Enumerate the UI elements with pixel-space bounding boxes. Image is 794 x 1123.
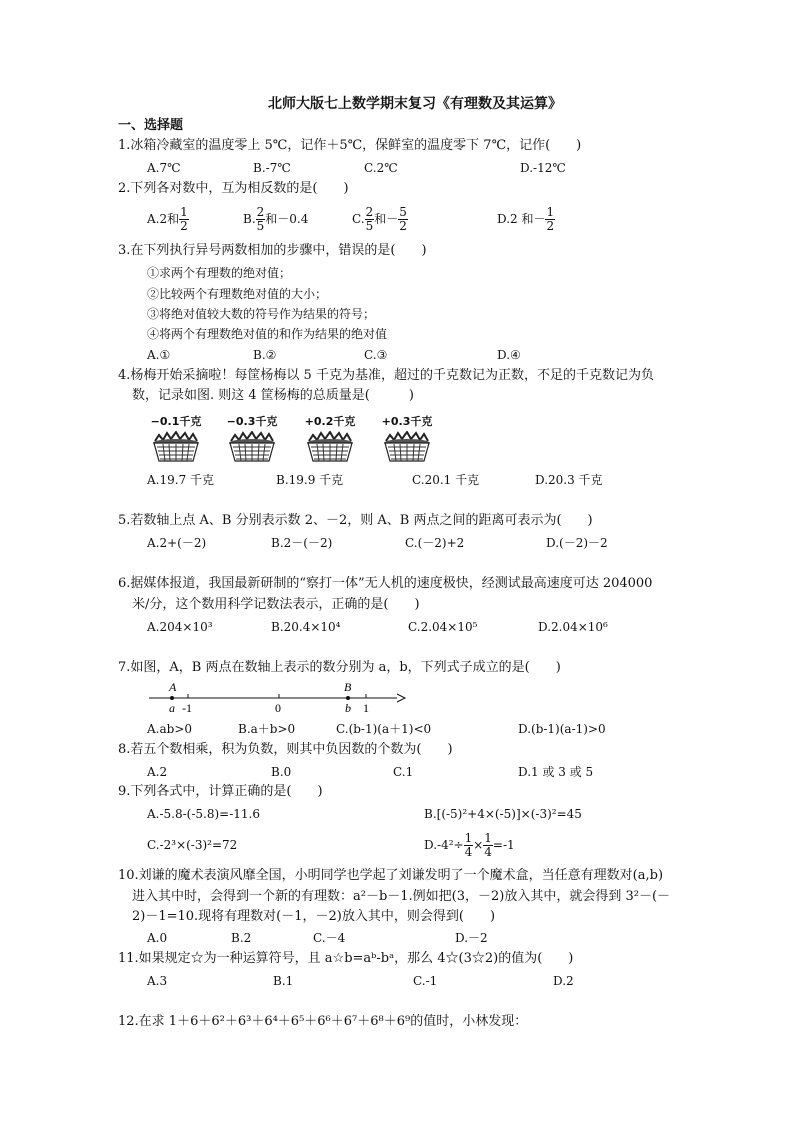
q8-option-c: C.1 xyxy=(393,765,414,779)
basket-figure-3 xyxy=(300,413,360,463)
tick-label-1: 1 xyxy=(363,701,369,715)
q2-a-text: A.2和 xyxy=(147,212,180,226)
q11-option-b: B.1 xyxy=(273,974,294,988)
basket-icon xyxy=(380,431,434,463)
basket-icon xyxy=(149,431,203,463)
question-7: 7.如图，A，B 两点在数轴上表示的数分别为 a，b，下列式子成立的是( ) xyxy=(118,660,561,675)
fraction: $\frac{2}{5}$ xyxy=(365,205,374,233)
q6-option-a: A.204×10³ xyxy=(147,620,213,634)
q7-option-c: C.(b-1)(a＋1)<0 xyxy=(336,722,432,736)
basket-label: −0.1千克 xyxy=(150,415,202,428)
q8-option-b: B.0 xyxy=(271,765,292,779)
point-b xyxy=(346,696,350,700)
question-10-line-1: 10.刘谦的魔术表演风靡全国，小明同学也学起了刘谦发明了一个魔术盒，当任意有理数对(a,b) xyxy=(118,868,664,883)
q6-option-d: D.2.04×10⁶ xyxy=(538,620,608,634)
q1-option-c: C.2℃ xyxy=(364,161,398,175)
q5-option-d: D.(－2)－2 xyxy=(546,536,608,550)
label-b: b xyxy=(345,701,351,715)
q4-option-d: D.20.3 千克 xyxy=(535,473,603,487)
point-a xyxy=(170,696,174,700)
q9-d-mid: × xyxy=(473,838,484,852)
q1-option-d: D.-12℃ xyxy=(520,161,566,175)
q2-c-text: C. xyxy=(352,212,365,226)
q2-b-text: B. xyxy=(243,212,256,226)
question-6-line-1: 6.据媒体报道，我国最新研制的“察打一体”无人机的速度极快，经测试最高速度可达 204000 xyxy=(118,576,653,591)
question-6-line-2: 米/分，这个数用科学记数法表示，正确的是( ) xyxy=(132,597,420,612)
q11-option-c: C.-1 xyxy=(413,974,438,988)
q2-option-c xyxy=(352,205,408,233)
q10-option-b: B.2 xyxy=(231,931,252,945)
q3-option-d: D.④ xyxy=(497,348,521,362)
question-5: 5.若数轴上点 A、B 分别表示数 2、－2，则 A、B 两点之间的距离可表示为( ) xyxy=(118,513,593,528)
tick-label-0: 0 xyxy=(275,701,281,715)
q7-option-d: D.(b-1)(a-1)>0 xyxy=(518,722,606,736)
q2-option-a xyxy=(147,205,189,233)
q1-option-b: B.-7℃ xyxy=(253,161,291,175)
q3-option-c: C.③ xyxy=(364,348,388,362)
question-10-line-2: 进入其中时，会得到一个新的有理数：a²－b－1.例如把(3，－2)放入其中，就会得到 3²－(－ xyxy=(132,889,671,904)
q7-option-b: B.a＋b>0 xyxy=(238,722,296,736)
q9-d-tail: =-1 xyxy=(492,838,515,852)
fraction: $\frac{1}{2}$ xyxy=(546,205,555,233)
q9-option-c: C.-2³×(-3)²=72 xyxy=(147,838,238,852)
page-title: 北师大版七上数学期末复习《有理数及其运算》 xyxy=(268,96,562,112)
q3-step-4: ④将两个有理数绝对值的和作为结果的绝对值 xyxy=(147,327,388,341)
basket-label: −0.3千克 xyxy=(226,415,278,428)
fraction: $\frac{1}{2}$ xyxy=(180,205,188,233)
question-9: 9.下列各式中，计算正确的是( ) xyxy=(118,784,323,799)
q3-step-3: ③将绝对值较大数的符号作为结果的符号； xyxy=(147,307,376,321)
q3-step-1: ①求两个有理数的绝对值； xyxy=(147,266,292,280)
q1-option-a: A.7℃ xyxy=(147,161,181,175)
q9-option-d xyxy=(424,830,515,860)
q11-option-d: D.2 xyxy=(553,974,574,988)
q6-option-b: B.20.4×10⁴ xyxy=(271,620,341,634)
q4-option-a: A.19.7 千克 xyxy=(147,473,215,487)
fraction: $\frac{1}{4}$ xyxy=(464,831,473,859)
label-B: B xyxy=(344,680,352,694)
basket-icon xyxy=(225,431,279,463)
basket-label: +0.2千克 xyxy=(304,415,356,428)
q6-option-c: C.2.04×10⁵ xyxy=(408,620,478,634)
question-3: 3.在下列执行异号两数相加的步骤中，错误的是( ) xyxy=(118,243,427,258)
basket-figure-2 xyxy=(222,413,282,463)
number-line xyxy=(145,680,415,716)
tick-label-neg1: -1 xyxy=(182,701,192,715)
fraction: $\frac{5}{2}$ xyxy=(399,205,407,233)
q5-option-a: A.2+(－2) xyxy=(147,536,207,550)
q7-option-a: A.ab>0 xyxy=(147,722,193,736)
q10-option-d: D.－2 xyxy=(455,931,488,945)
q2-d-text: D.2 和－ xyxy=(497,212,546,226)
question-4-line-1: 4.杨梅开始采摘啦！每筐杨梅以 5 千克为基准，超过的千克数记为正数，不足的千克数记为负 xyxy=(118,368,654,383)
q9-option-a: A.-5.8-(-5.8)=-11.6 xyxy=(147,807,261,821)
question-2: 2.下列各对数中，互为相反数的是( ) xyxy=(118,181,349,196)
q9-d-text: D.-4²÷ xyxy=(424,838,464,852)
q3-step-2: ②比较两个有理数绝对值的大小； xyxy=(147,287,328,301)
question-1: 1.冰箱冷藏室的温度零上 5℃，记作＋5℃，保鲜室的温度零下 7℃，记作( ) xyxy=(118,138,582,153)
label-a: a xyxy=(169,701,175,715)
q11-option-a: A.3 xyxy=(147,974,168,988)
section-heading: 一、选择题 xyxy=(118,118,184,133)
fraction: $\frac{2}{5}$ xyxy=(256,205,265,233)
q2-option-d xyxy=(497,205,555,233)
q4-option-c: C.20.1 千克 xyxy=(412,473,480,487)
basket-icon xyxy=(303,431,357,463)
q4-option-b: B.19.9 千克 xyxy=(276,473,344,487)
q10-option-a: A.0 xyxy=(147,931,168,945)
q9-option-b: B.[(-5)²+4×(-5)]×(-3)²=45 xyxy=(424,807,582,821)
question-8: 8.若五个数相乘，积为负数，则其中负因数的个数为( ) xyxy=(118,742,453,757)
basket-figure-1 xyxy=(146,413,206,463)
question-12: 12.在求 1＋6＋6²＋6³＋6⁴＋6⁵＋6⁶＋6⁷＋6⁸＋6⁹的值时，小林发现： xyxy=(118,1014,528,1029)
q3-option-a: A.① xyxy=(147,348,171,362)
q5-option-b: B.2－(－2) xyxy=(271,536,333,550)
q2-b-tail: 和－0.4 xyxy=(265,212,309,226)
label-A: A xyxy=(169,680,177,694)
q5-option-c: C.(－2)+2 xyxy=(405,536,465,550)
q10-option-c: C.－4 xyxy=(313,931,346,945)
basket-figure-4 xyxy=(377,413,437,463)
q3-option-b: B.② xyxy=(253,348,277,362)
q8-option-a: A.2 xyxy=(147,765,168,779)
question-11: 11.如果规定☆为一种运算符号，且 a☆b=aᵇ-bᵃ，那么 4☆(3☆2)的值为( ) xyxy=(118,951,574,966)
basket-label: +0.3千克 xyxy=(381,415,433,428)
q2-option-b xyxy=(243,205,308,233)
fraction: $\frac{1}{4}$ xyxy=(484,831,492,859)
q8-option-d: D.1 或 3 或 5 xyxy=(518,765,594,779)
question-10-line-3: 2)－1=10.现将有理数对(－1，－2)放入其中，则会得到( ) xyxy=(132,909,496,924)
q2-c-mid: 和－ xyxy=(374,212,399,226)
question-4-line-2: 数，记录如图. 则这 4 筐杨梅的总质量是( ) xyxy=(132,388,414,403)
